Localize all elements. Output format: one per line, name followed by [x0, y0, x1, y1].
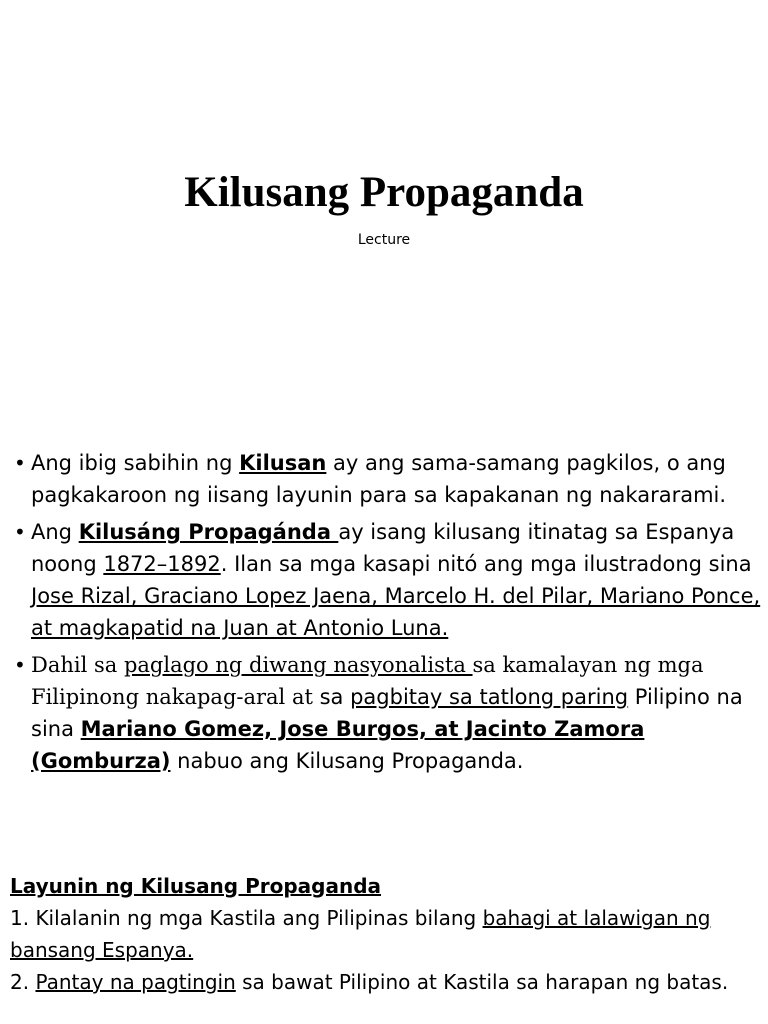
- goals-heading: Layunin ng Kilusang Propaganda: [10, 874, 382, 898]
- bullet-gomburza: [14, 649, 762, 777]
- text: . Ilan sa mga kasapi nitó ang mga ilustradong sina: [220, 552, 752, 576]
- term-gomburza: Mariano Gomez, Jose Burgos, at Jacinto Zamora (Gomburza): [31, 717, 645, 773]
- goal-1-emphasis: bahagi at lalawigan ng bansang Espanya.: [10, 906, 711, 962]
- text: 1. Kilalanin ng mga Kastila ang Pilipinas bilang: [10, 906, 483, 930]
- text: sa: [312, 685, 351, 709]
- text: ay ang sama-samang pagkilos, o ang pagkakaroon ng iisang layunin para sa kapakanan ng nakararami.: [31, 451, 727, 507]
- years: 1872–1892: [103, 552, 221, 576]
- text: Pilipino na sina: [31, 685, 743, 741]
- goal-item-1: [10, 902, 766, 966]
- term-kilusang-propaganda: Kilusáng Propagánda: [78, 520, 339, 544]
- text: Ang ibig sabihin ng: [31, 451, 240, 475]
- text: 2.: [10, 970, 36, 994]
- bullet-list: [14, 447, 762, 782]
- members-list: Jose Rizal, Graciano Lopez Jaena, Marcelo H. del Pilar, Mariano Ponce, at magkapatid na Juan at Antonio Luna.: [31, 584, 761, 640]
- slide-title: Kilusang Propaganda: [184, 169, 584, 216]
- slide-subtitle: Lecture: [357, 232, 411, 248]
- goal-item-2: [10, 966, 766, 998]
- text: sa kamalayan ng mga Filipinong nakapag-aral at: [31, 653, 704, 709]
- text: nabuo ang Kilusang Propaganda.: [170, 749, 524, 773]
- bullet-icon: •: [14, 451, 26, 475]
- title-slide: [0, 0, 768, 430]
- term-kilusan: Kilusan: [239, 451, 327, 475]
- goals-section: [10, 870, 766, 998]
- text: Ang: [31, 520, 79, 544]
- bullet-kilusan-definition: [14, 447, 762, 511]
- bullet-icon: •: [14, 520, 26, 544]
- bullet-icon: •: [14, 653, 26, 677]
- text: sa bawat Pilipino at Kastila sa harapan ng batas.: [235, 970, 729, 994]
- text: ay isang kilusang itinatag sa Espanya noong: [31, 520, 735, 576]
- term-diwang-nasyonalista: paglago ng diwang nasyonalista: [123, 653, 473, 677]
- goal-2-emphasis: Pantay na pagtingin: [35, 970, 236, 994]
- bullet-kilusang-propaganda: [14, 516, 762, 644]
- term-pagbitay: pagbitay sa tatlong paring: [350, 685, 629, 709]
- text: Dahil sa: [31, 653, 124, 677]
